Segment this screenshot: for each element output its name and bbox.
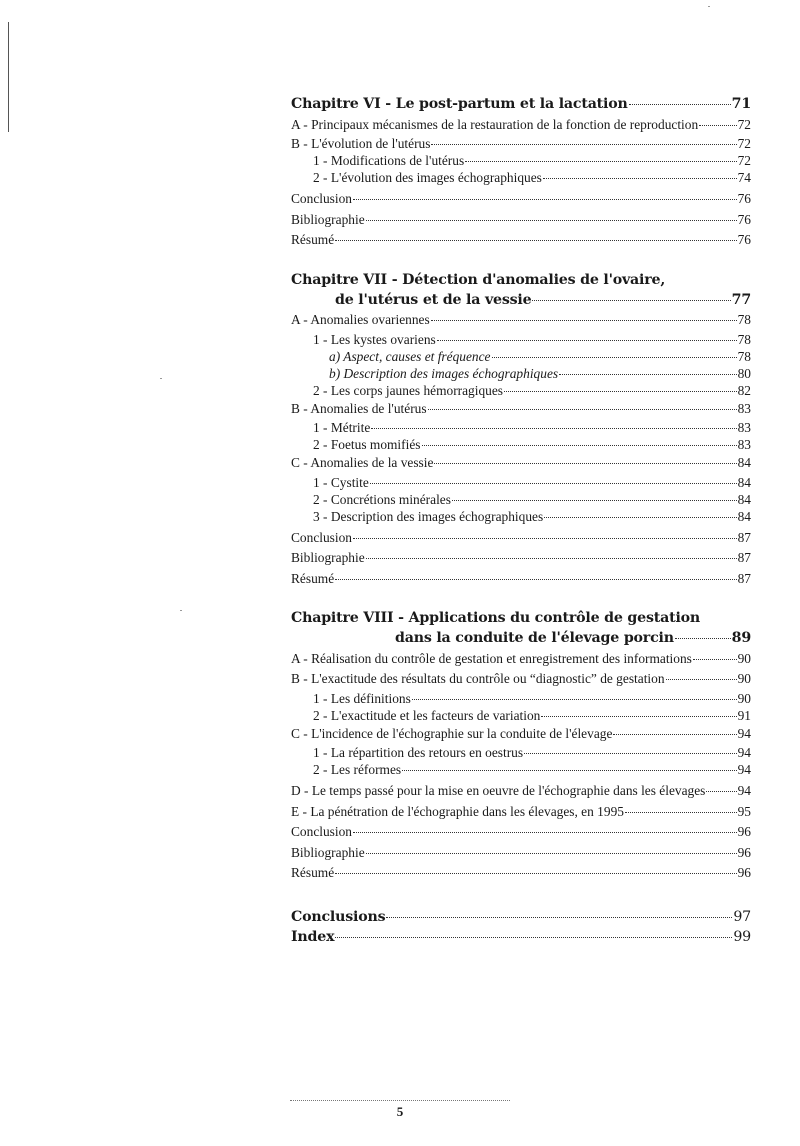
dot-leader <box>434 463 736 464</box>
toc-entry[interactable]: D - Le temps passé pour la mise en oeuvre de l'échographie dans les élevages 94 <box>291 783 751 798</box>
toc-entry[interactable]: Conclusion 96 <box>291 824 751 839</box>
dot-leader <box>370 483 737 484</box>
toc-entry[interactable]: 1 - Les kystes ovariens 78 <box>313 331 751 347</box>
footer-rule <box>290 1100 510 1101</box>
toc-entry[interactable]: 2 - L'exactitude et les facteurs de variation 91 <box>313 707 751 723</box>
toc-entry[interactable]: 1 - La répartition des retours en oestrus 94 <box>313 745 751 760</box>
toc-entry[interactable]: 1 - Cystite 84 <box>313 474 751 490</box>
toc-entry[interactable]: Conclusion 76 <box>291 191 751 206</box>
scan-margin-mark <box>8 22 9 132</box>
dot-leader <box>431 144 736 145</box>
toc-entry[interactable]: B - L'évolution de l'utérus 72 <box>291 136 751 151</box>
dot-leader <box>335 240 736 241</box>
chapter-7-page: 77 <box>731 291 751 308</box>
dot-leader <box>666 679 737 680</box>
dot-leader <box>402 770 736 771</box>
dot-leader <box>366 853 737 854</box>
toc-entry[interactable]: 2 - Concrétions minérales 84 <box>313 491 751 507</box>
toc-entry[interactable]: A - Principaux mécanismes de la restauration de la fonction de reproduction 72 <box>291 116 751 132</box>
toc-entry[interactable]: Résumé 96 <box>291 865 751 880</box>
toc-entry[interactable]: 1 - Modifications de l'utérus 72 <box>313 153 751 168</box>
toc-entry[interactable]: A - Anomalies ovariennes 78 <box>291 312 751 327</box>
table-of-contents <box>291 94 751 948</box>
dot-leader <box>386 917 732 918</box>
scan-speck <box>180 610 182 611</box>
index-heading[interactable]: Index 99 <box>291 929 751 945</box>
page-number: 5 <box>396 1104 404 1119</box>
dot-leader <box>412 699 737 700</box>
scan-speck <box>160 378 162 379</box>
dot-leader <box>699 125 736 126</box>
dot-leader <box>422 445 737 446</box>
dot-leader <box>428 409 737 410</box>
toc-entry[interactable]: 2 - Les réformes 94 <box>313 762 751 777</box>
toc-entry[interactable]: 2 - Foetus momifiés 83 <box>313 437 751 452</box>
dot-leader <box>559 374 737 375</box>
dot-leader <box>524 753 737 754</box>
dot-leader <box>452 500 737 501</box>
toc-entry[interactable]: b) Description des images échographiques 80 <box>329 365 751 381</box>
toc-entry[interactable]: E - La pénétration de l'échographie dans les élevages, en 1995 95 <box>291 803 751 819</box>
dot-leader <box>543 178 737 179</box>
toc-entry[interactable]: a) Aspect, causes et fréquence 78 <box>329 348 751 364</box>
dot-leader <box>366 558 737 559</box>
dot-leader <box>353 538 737 539</box>
toc-entry[interactable]: B - L'exactitude des résultats du contrôle ou “diagnostic” de gestation 90 <box>291 671 751 686</box>
dot-leader <box>335 579 736 580</box>
dot-leader <box>504 391 737 392</box>
chapter-8-heading-line1: Chapitre VIII - Applications du contrôle de gestation <box>291 610 701 626</box>
toc-entry[interactable]: 1 - Les définitions 90 <box>313 690 751 706</box>
toc-entry[interactable]: C - L'incidence de l'échographie sur la conduite de l'élevage 94 <box>291 725 751 741</box>
dot-leader <box>492 357 737 358</box>
toc-entry[interactable]: 2 - L'évolution des images échographiques 74 <box>313 170 751 185</box>
dot-leader <box>541 716 736 717</box>
dot-leader <box>371 428 736 429</box>
toc-entry[interactable]: 1 - Métrite 83 <box>313 420 751 435</box>
dot-leader <box>625 812 737 813</box>
chapter-6-page: 71 <box>731 96 751 112</box>
dot-leader <box>335 937 732 938</box>
dot-leader <box>629 104 731 105</box>
toc-entry[interactable]: Résumé 87 <box>291 570 751 586</box>
conclusions-heading[interactable]: Conclusions 97 <box>291 908 751 925</box>
dot-leader <box>613 734 736 735</box>
toc-entry[interactable]: B - Anomalies de l'utérus 83 <box>291 400 751 416</box>
dot-leader <box>706 791 736 792</box>
dot-leader <box>366 220 737 221</box>
dot-leader <box>532 300 730 301</box>
toc-entry[interactable]: C - Anomalies de la vessie 84 <box>291 455 751 470</box>
scan-speck <box>708 6 710 7</box>
dot-leader <box>335 873 736 874</box>
toc-entry[interactable]: Conclusion 87 <box>291 529 751 545</box>
dot-leader <box>353 199 737 200</box>
dot-leader <box>353 832 737 833</box>
toc-entry[interactable]: Bibliographie 87 <box>291 550 751 565</box>
dot-leader <box>544 517 736 518</box>
toc-entry[interactable]: 2 - Les corps jaunes hémorragiques 82 <box>313 382 751 398</box>
chapter-7-heading[interactable]: de l'utérus et de la vessie 77 <box>291 290 751 311</box>
chapter-8-page: 89 <box>731 630 751 646</box>
dot-leader <box>437 340 737 341</box>
dot-leader <box>675 638 731 639</box>
dot-leader <box>465 161 736 162</box>
chapter-8-heading[interactable]: dans la conduite de l'élevage porcin 89 <box>291 628 751 649</box>
dot-leader <box>431 320 737 321</box>
toc-entry[interactable]: 3 - Description des images échographiques 84 <box>313 508 751 524</box>
toc-entry[interactable]: Bibliographie 76 <box>291 211 751 227</box>
chapter-7-heading-line1: Chapitre VII - Détection d'anomalies de l'ovaire, <box>291 271 666 288</box>
toc-entry[interactable]: A - Réalisation du contrôle de gestation et enregistrement des informations 90 <box>291 650 751 666</box>
chapter-6-heading[interactable]: Chapitre VI - Le post-partum et la lactation 71 <box>291 94 751 115</box>
toc-entry[interactable]: Bibliographie 96 <box>291 844 751 860</box>
toc-entry[interactable]: Résumé 76 <box>291 232 751 247</box>
dot-leader <box>693 659 737 660</box>
